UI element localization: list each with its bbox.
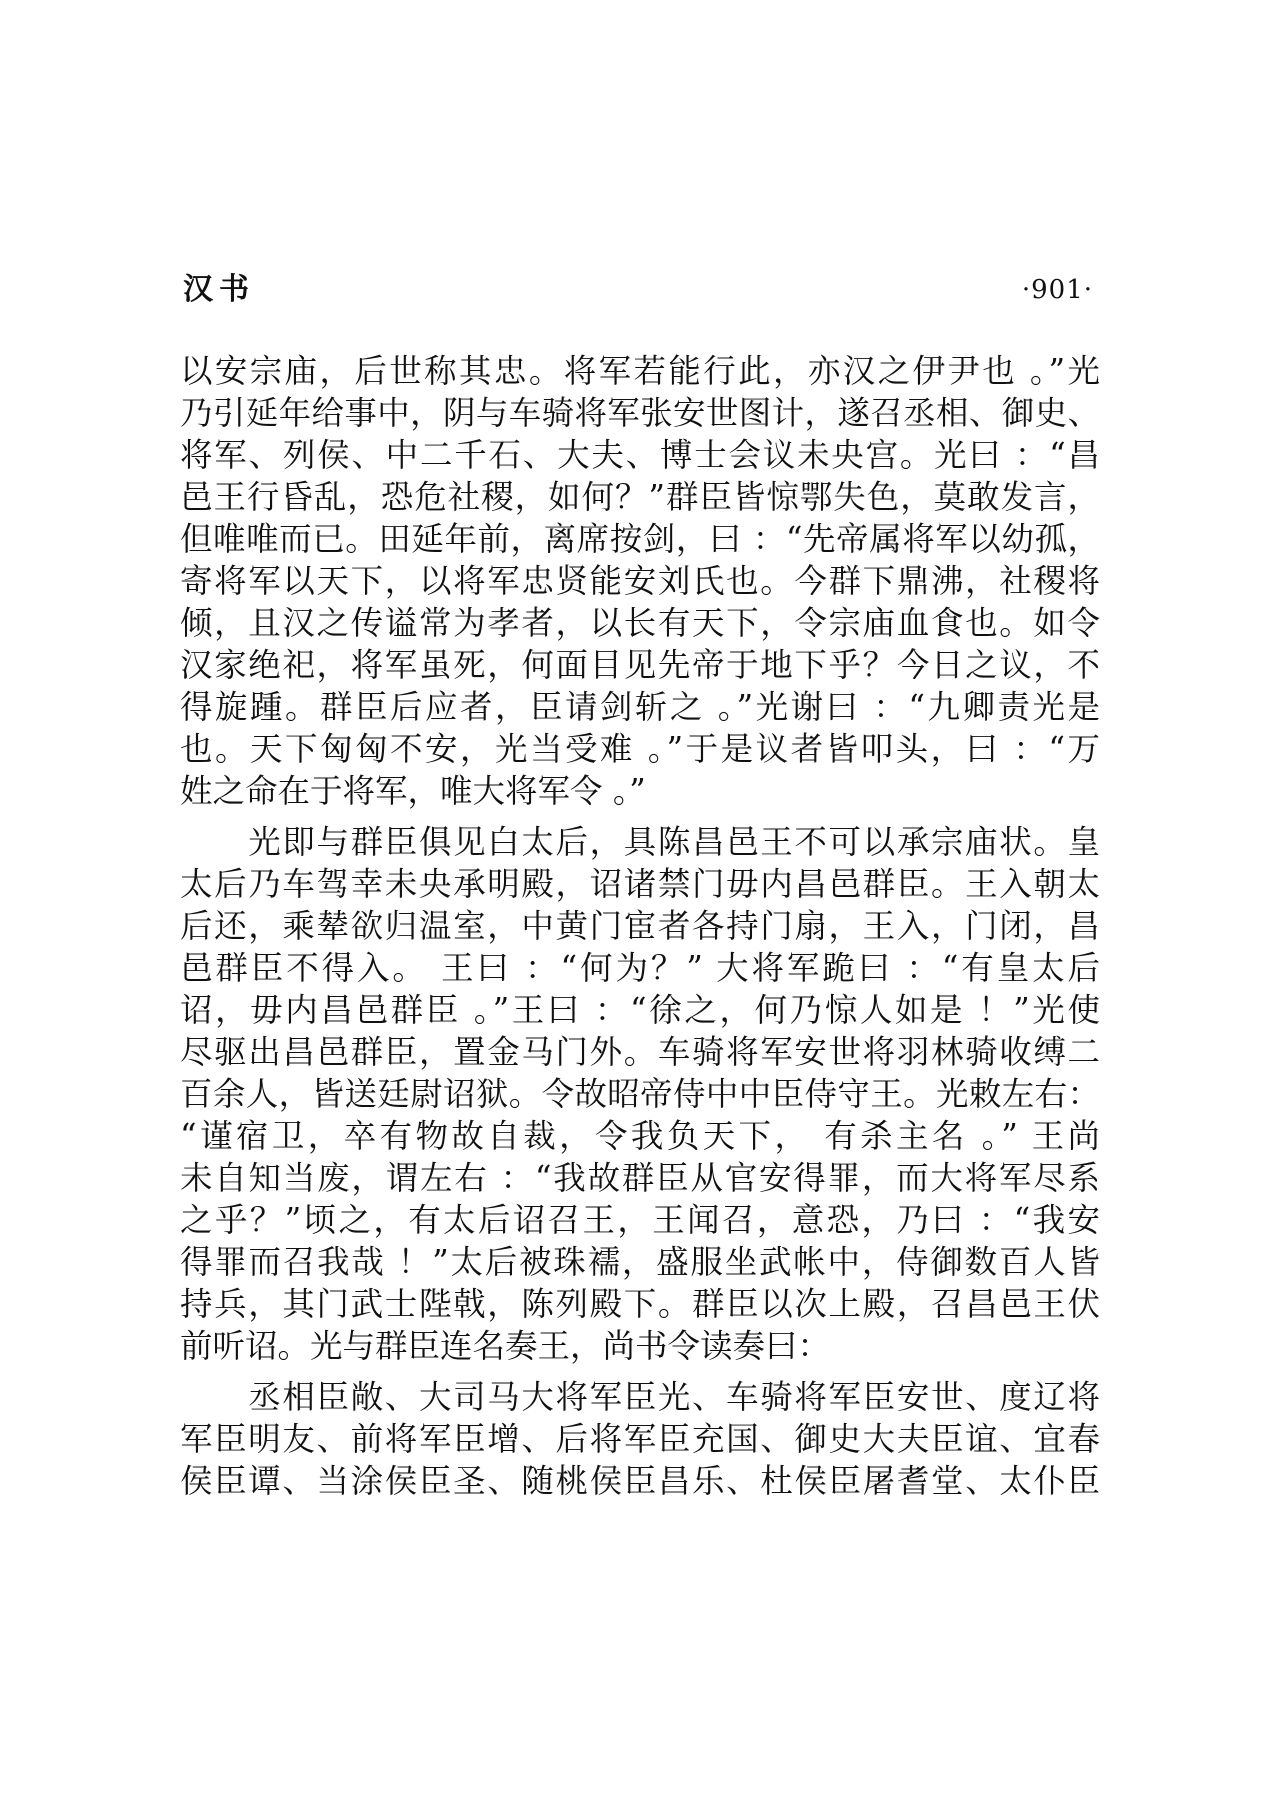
- text-line: 前听诏。光与群臣连名奏王，尚书令读奏曰：: [180, 1327, 831, 1365]
- text-line: 以安宗庙，后世称其忠。将军若能行此，亦汉之伊尹也 。”光: [180, 352, 1100, 390]
- text-line: 丞相臣敞、大司马大将军臣光、车骑将军臣安世、度辽将: [180, 1378, 1100, 1416]
- text-line: 邑王行昏乱，恐危社稷，如何？”群臣皆惊鄂失色，莫敢发言，: [180, 478, 1100, 516]
- text-line: 尽驱出昌邑群臣，置金马门外。车骑将军安世将羽林骑收缚二: [180, 1033, 1100, 1071]
- text-line: 侯臣谭、当涂侯臣圣、随桃侯臣昌乐、杜侯臣屠耆堂、太仆臣: [180, 1462, 1100, 1500]
- text-line: 姓之命在于将军，唯大将军令 。”: [180, 772, 646, 810]
- text-line: 诏，毋内昌邑群臣 。”王曰 ：“徐之，何乃惊人如是 ！”光使: [180, 991, 1100, 1029]
- text-line: 持兵，其门武士陛戟，陈列殿下。群臣以次上殿，召昌邑王伏: [180, 1285, 1100, 1323]
- text-line: 未自知当废，谓左右 ：“我故群臣从官安得罪，而大将军尽系: [180, 1159, 1100, 1197]
- text-line: 寄将军以天下，以将军忠贤能安刘氏也。今群下鼎沸，社稷将: [180, 562, 1100, 600]
- paragraph: [180, 350, 1100, 812]
- book-title: 汉书: [183, 272, 255, 307]
- text-line: 也。天下匈匈不安，光当受难 。”于是议者皆叩头，曰 ：“万: [180, 730, 1100, 768]
- text-line: 之乎？”顷之，有太后诏召王，王闻召，意恐，乃曰 ：“我安: [180, 1201, 1100, 1239]
- text-line: 但唯唯而已。田延年前，离席按剑，曰 ：“先帝属将军以幼孤，: [180, 520, 1100, 558]
- text-line: 汉家绝祀，将军虽死，何面目见先帝于地下乎？今日之议，不: [180, 646, 1100, 684]
- paragraph: [180, 821, 1100, 1367]
- text-body: [180, 350, 1100, 1502]
- text-line: 光即与群臣俱见白太后，具陈昌邑王不可以承宗庙状。皇: [180, 823, 1100, 861]
- text-line: 得罪而召我哉 ！”太后被珠襦，盛服坐武帐中，侍御数百人皆: [180, 1243, 1100, 1281]
- text-line: 百余人，皆送廷尉诏狱。令故昭帝侍中中臣侍守王。光敕左右：: [180, 1075, 1100, 1113]
- text-line: 后还，乘辇欲归温室，中黄门宦者各持门扇，王入，门闭，昌: [180, 907, 1100, 945]
- running-head: [183, 270, 1093, 310]
- text-line: 乃引延年给事中，阴与车骑将军张安世图计，遂召丞相、御史、: [180, 394, 1100, 432]
- paragraph: [180, 1376, 1100, 1502]
- text-line: “谨宿卫，卒有物故自裁，令我负天下， 有杀主名 。” 王尚: [180, 1117, 1100, 1155]
- text-line: 邑群臣不得入。 王曰 ：“何为？” 大将军跪曰 ：“有皇太后: [180, 949, 1100, 987]
- text-line: 得旋踵。群臣后应者，臣请剑斩之 。”光谢曰 ：“九卿责光是: [180, 688, 1100, 726]
- text-line: 倾，且汉之传谥常为孝者，以长有天下，令宗庙血食也。如令: [180, 604, 1100, 642]
- page-number: ·901·: [1021, 275, 1093, 305]
- text-line: 太后乃车驾幸未央承明殿，诏诸禁门毋内昌邑群臣。王入朝太: [180, 865, 1100, 903]
- text-line: 将军、列侯、中二千石、大夫、博士会议未央宫。光曰 ：“昌: [180, 436, 1100, 474]
- text-line: 军臣明友、前将军臣增、后将军臣充国、御史大夫臣谊、宜春: [180, 1420, 1100, 1458]
